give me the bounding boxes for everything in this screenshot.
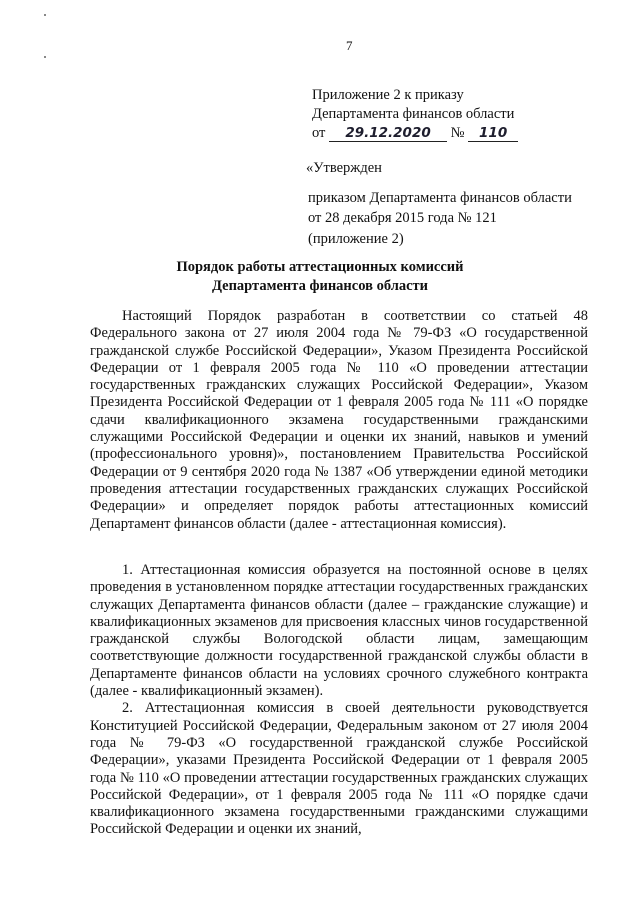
date-prefix: от: [312, 125, 326, 141]
document-title: [0, 258, 640, 296]
approved-line2: приказом Департамента финансов области: [308, 189, 572, 206]
title-line1: Порядок работы аттестационных комиссий: [176, 259, 464, 275]
scan-mark: [44, 14, 46, 16]
approved-line1: «Утвержден: [306, 160, 382, 176]
handwritten-date: 29.12.2020: [329, 125, 447, 142]
appendix-line1: Приложение 2 к приказу: [312, 87, 464, 103]
intro-section: [90, 308, 588, 533]
intro-paragraph: Настоящий Порядок разработан в соответствии со статьей 48 Федерального закона от 27 июля 2004 года № 79-ФЗ «О государственной гражданской службе Российской Федерации», Указом Президента Российской Федерации от 1 февраля 2005 года № 110 «О проведении аттестации государственных гражданских служащих Российской Федерации», Указом Президента Российской Федерации от 1 февраля 2005 года № 111 «О порядке сдачи квалификационного экзамена государственными гражданскими служащими Российской Федерации и оценки их знаний, навыков и умений (профессионального уровня)», постановлением Правительства Российской Федерации от 9 сентября 2020 года № 1387 «Об утверждении единой методики проведения аттестации государственных гражданских служащих Российской Федерации» и определяет порядок работы аттестационных комиссий Департамент финансов области (далее - аттестационная комиссия).: [90, 308, 588, 532]
approved-line4: (приложение 2): [308, 230, 404, 247]
page-number: 7: [346, 38, 353, 53]
title-line2: Департамента финансов области: [211, 278, 429, 294]
approval-block: [306, 158, 572, 249]
item-1-paragraph: 1. Аттестационная комиссия образуется на постоянной основе в целях проведения в установленном порядке аттестации государственных гражданских служащих Департамента финансов области (далее – гражданские служащие) и квалификационных экзаменов для присвоения классных чинов государственной гражданской службы Вологодской области лицам, замещающим соответствующие должности государственной гражданской службы области в Департаменте финансов области на условиях срочного служебного контракта (далее - квалификационный экзамен).: [90, 562, 588, 700]
approved-line3: от 28 декабря 2015 года № 121: [308, 210, 497, 226]
items-section: [90, 562, 588, 839]
appendix-header: [312, 86, 518, 143]
appendix-date-line: [312, 124, 518, 143]
item-2-paragraph: 2. Аттестационная комиссия в своей деятельности руководствуется Конституцией Российской Федерации, Федеральным законом от 27 июля 2004 года № 79-ФЗ «О государственной гражданской службе Российской Федерации», указами Президента Российской Федерации от 1 февраля 2005 года № 110 «О проведении аттестации государственных гражданских служащих Российской Федерации», от 1 февраля 2005 года № 111 «О порядке сдачи квалификационного экзамена государственными гражданскими служащими Российской Федерации и оценки их знаний,: [90, 700, 588, 838]
handwritten-number: 110: [468, 125, 518, 142]
number-prefix: №: [450, 125, 465, 141]
scan-mark: [44, 56, 46, 58]
appendix-line2: Департамента финансов области: [312, 106, 515, 122]
